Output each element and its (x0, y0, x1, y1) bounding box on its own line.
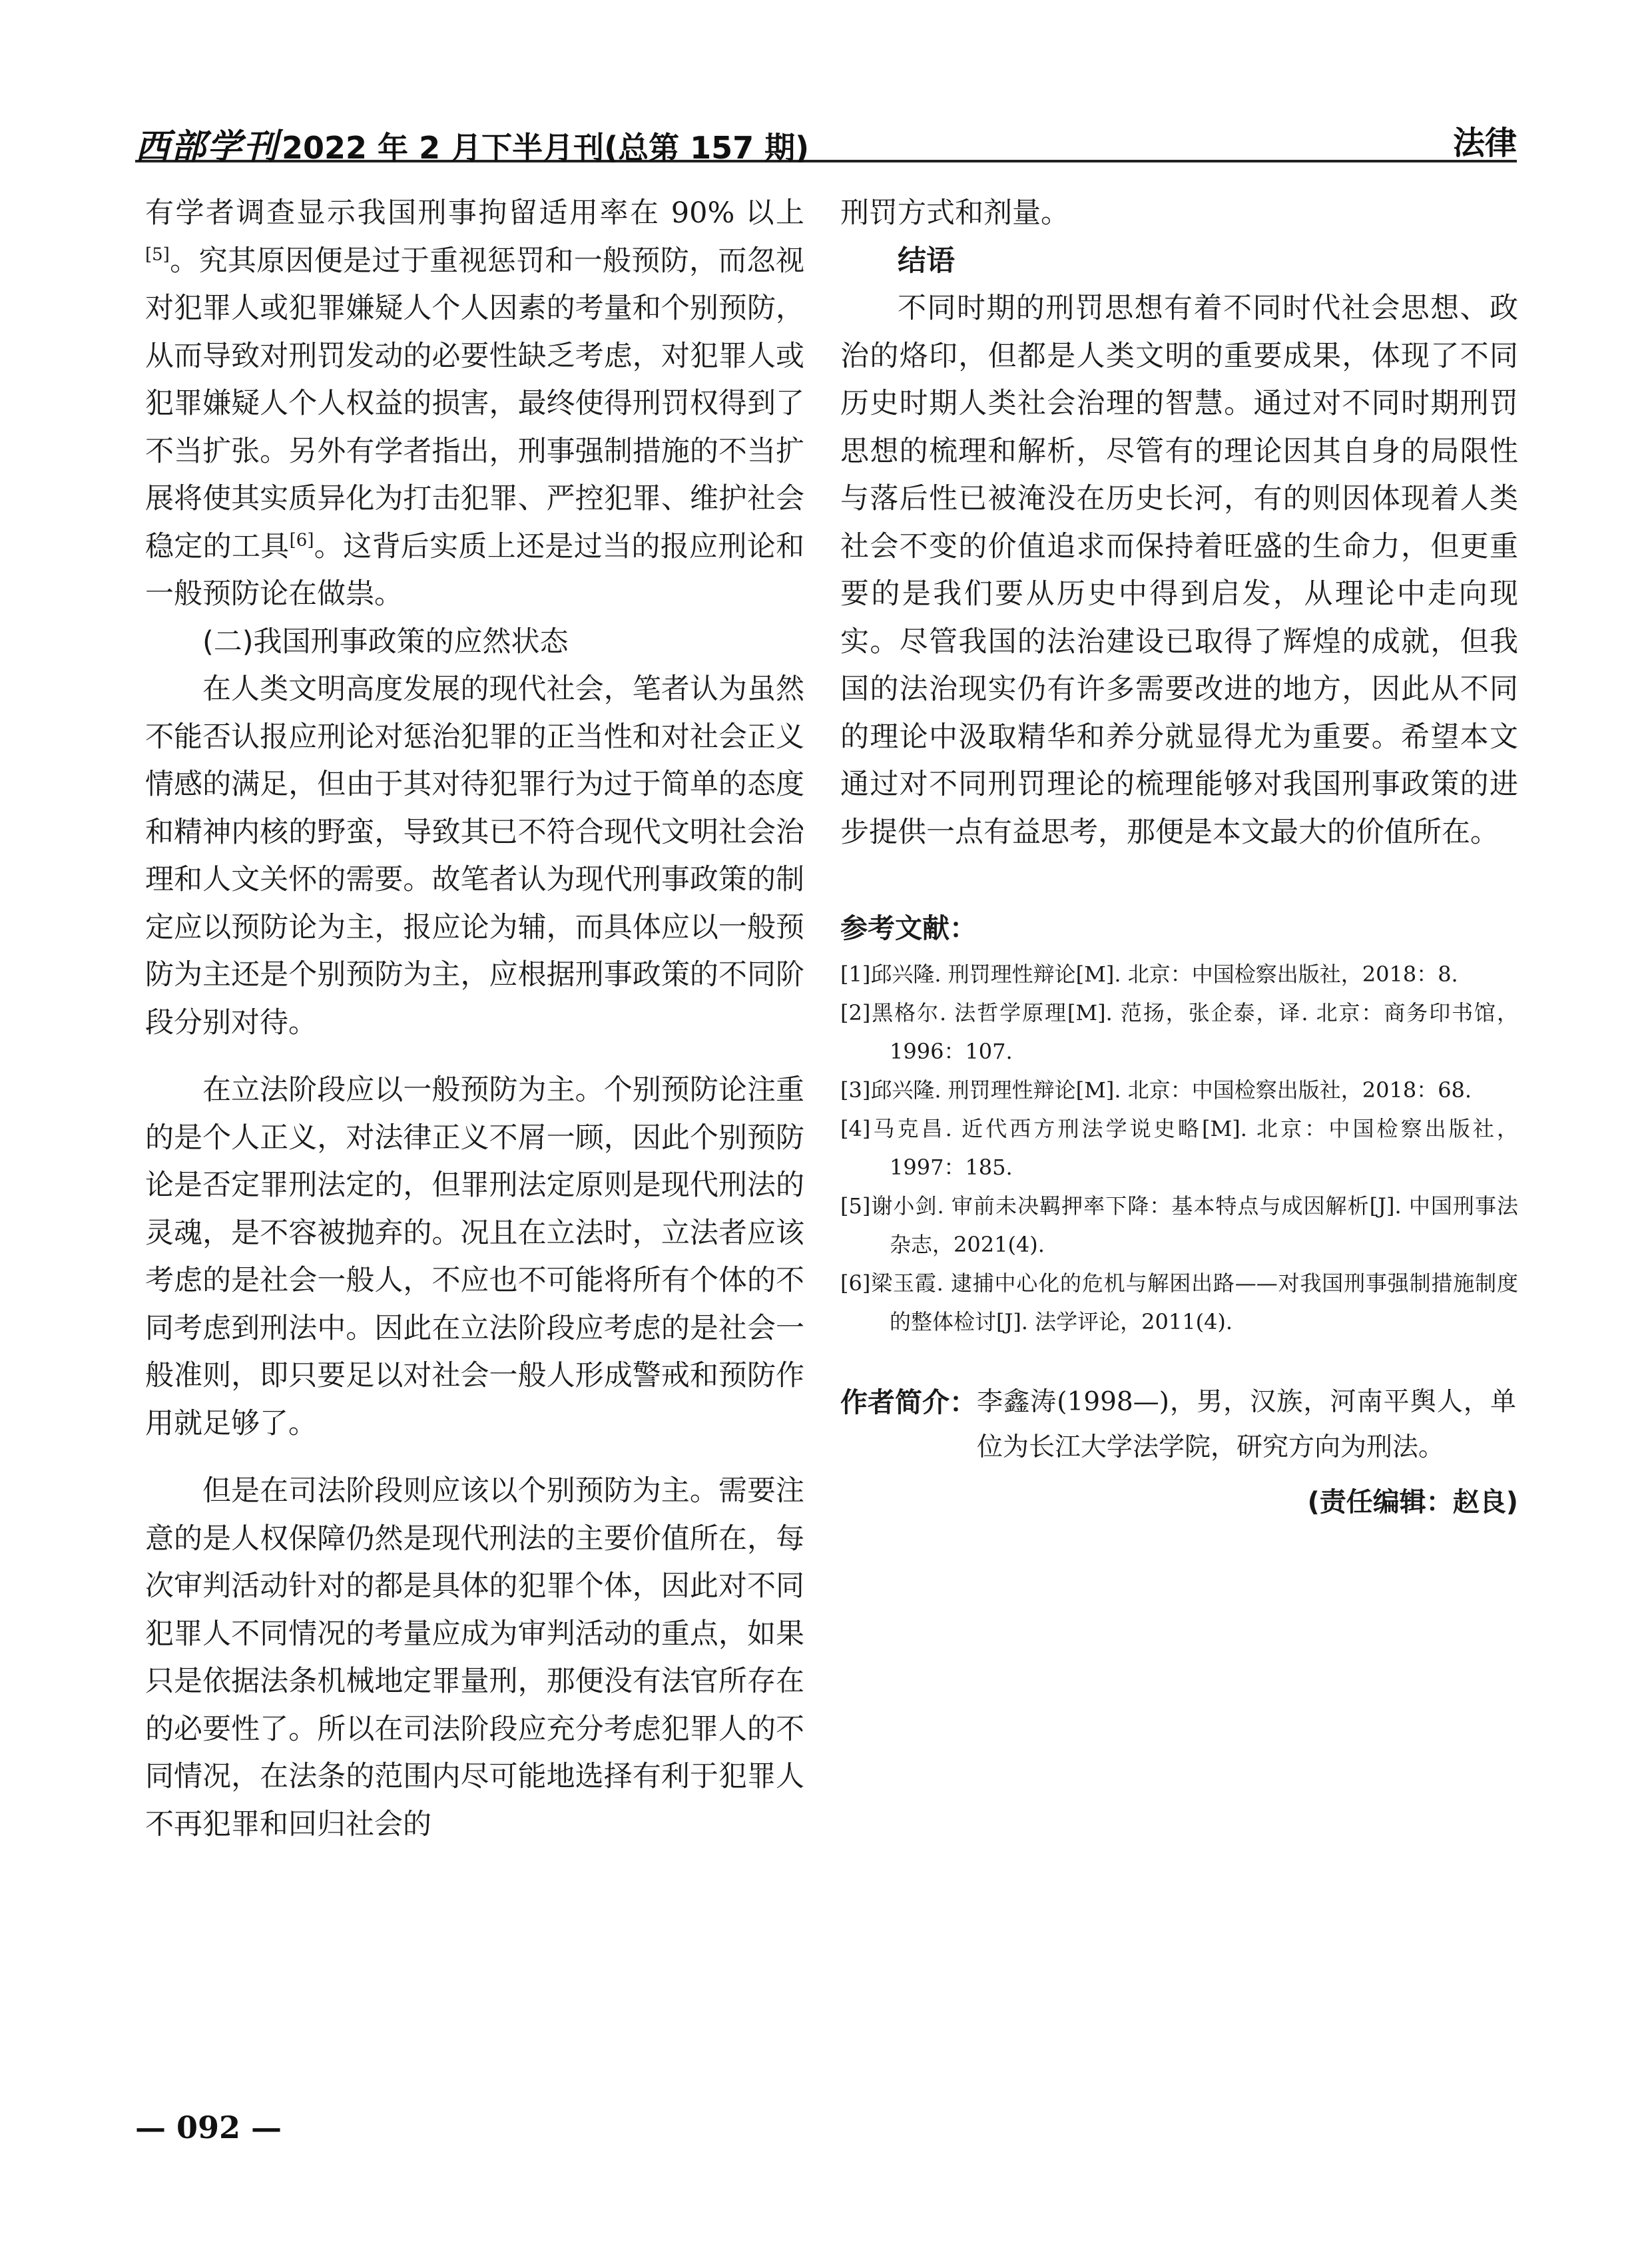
running-header (135, 112, 1517, 167)
paragraph: 在立法阶段应以一般预防为主。个别预防论注重的是个人正义，对法律正义不屑一顾，因此个别预防论是否定罪刑法定的，但罪刑法定原则是现代刑法的灵魂，是不容被抛弃的。况且在立法时，立法者应该考虑的是社会一般人，不应也不可能将所有个体的不同考虑到刑法中。因此在立法阶段应考虑的是社会一般准则，即只要足以对社会一般人形成警戒和预防作用就足够了。 (145, 1073, 804, 1440)
section-name: 法律 (1452, 125, 1517, 162)
citation: [6] (289, 530, 314, 551)
text-run: 有学者调查显示我国刑事拘留适用率在 90% 以上 (145, 196, 804, 230)
right-column (840, 190, 1518, 1522)
paragraph: 刑罚方式和剂量。 (840, 196, 1069, 230)
journal-title (135, 119, 809, 168)
author-bio-label: 作者简介： (840, 1386, 977, 1418)
text-run: 。究其原因便是过于重视惩罚和一般预防，而忽视对犯罪人或犯罪嫌疑人个人因素的考量和个别预防，从而导致对刑罚发动的必要性缺乏考虑，对犯罪人或犯罪嫌疑人个人权益的损害，最终使得刑罚权得到了不当扩张。另外有学者指出，刑事强制措施的不当扩展将使其实质异化为打击犯罪、严控犯罪、维护社会稳定的工具 (145, 244, 804, 563)
paragraph: 但是在司法阶段则应该以个别预防为主。需要注意的是人权保障仍然是现代刑法的主要价值所在，每次审判活动针对的都是具体的犯罪个体，因此对不同犯罪人不同情况的考量应成为审判活动的重点，如果只是依据法条机械地定罪量刑，那便没有法官所存在的必要性了。所以在司法阶段应充分考虑犯罪人的不同情况，在法条的范围内尽可能地选择有利于犯罪人不再犯罪和回归社会的 (145, 1474, 804, 1841)
reference-item: [3]邱兴隆. 刑罚理性辩论[M]. 北京：中国检察出版社，2018：68. (840, 1077, 1472, 1103)
author-bio (840, 1380, 1518, 1470)
page-number: — 092 — (135, 2109, 282, 2145)
reference-item: [4]马克昌. 近代西方刑法学说史略[M]. 北京：中国检察出版社，1997：185. (840, 1116, 1518, 1180)
conclusion-heading: 结语 (898, 244, 955, 278)
conclusion-paragraph: 不同时期的刑罚思想有着不同时代社会思想、政治的烙印，但都是人类文明的重要成果，体现了不同历史时期人类社会治理的智慧。通过对不同时期刑罚思想的梳理和解析，尽管有的理论因其自身的局限性与落后性已被淹没在历史长河，有的则因体现着人类社会不变的价值追求而保持着旺盛的生命力，但更重要的是我们要从历史中得到启发，从理论中走向现实。尽管我国的法治建设已取得了辉煌的成就，但我国的法治现实仍有许多需要改进的地方，因此从不同的理论中汲取精华和养分就显得尤为重要。希望本文通过对不同刑罚理论的梳理能够对我国刑事政策的进步提供一点有益思考，那便是本文最大的价值所在。 (840, 292, 1518, 849)
left-column (145, 190, 804, 1848)
references-heading: 参考文献： (840, 912, 977, 944)
reference-item: [5]谢小剑. 审前未决羁押率下降：基本特点与成因解析[J]. 中国刑事法杂志，2021(4). (840, 1193, 1518, 1257)
text-run: 。这背后实质上还是过当的报应刑论和一般预防论在做祟。 (145, 529, 805, 611)
author-bio-text: 李鑫涛(1998—)，男，汉族，河南平舆人，单位为长江大学法学院，研究方向为刑法。 (977, 1387, 1516, 1462)
references-list (840, 955, 1518, 1341)
section-subheading: (二)我国刑事政策的应然状态 (202, 625, 569, 659)
paragraph (145, 190, 804, 619)
reference-item: [2]黑格尔. 法哲学原理[M]. 范扬，张企泰，译. 北京：商务印书馆，1996：107. (840, 1000, 1518, 1064)
reference-item: [6]梁玉霞. 逮捕中心化的危机与解困出路——对我国刑事强制措施制度的整体检讨[J]. 法学评论，2011(4). (840, 1270, 1518, 1334)
responsible-editor: (责任编辑：赵良) (1307, 1487, 1518, 1518)
issue-info: 2022 年 2 月下半月刊(总第 157 期) (282, 130, 810, 166)
reference-item: [1]邱兴隆. 刑罚理性辩论[M]. 北京：中国检察出版社，2018：8. (840, 962, 1458, 987)
citation: [5] (145, 244, 170, 265)
journal-logo: 西部学刊 (135, 127, 280, 167)
paragraph: 在人类文明高度发展的现代社会，笔者认为虽然不能否认报应刑论对惩治犯罪的正当性和对社会正义情感的满足，但由于其对待犯罪行为过于简单的态度和精神内核的野蛮，导致其已不符合现代文明社会治理和人文关怀的需要。故笔者认为现代刑事政策的制定应以预防论为主，报应论为辅，而具体应以一般预防为主还是个别预防为主，应根据刑事政策的不同阶段分别对待。 (145, 673, 804, 1039)
